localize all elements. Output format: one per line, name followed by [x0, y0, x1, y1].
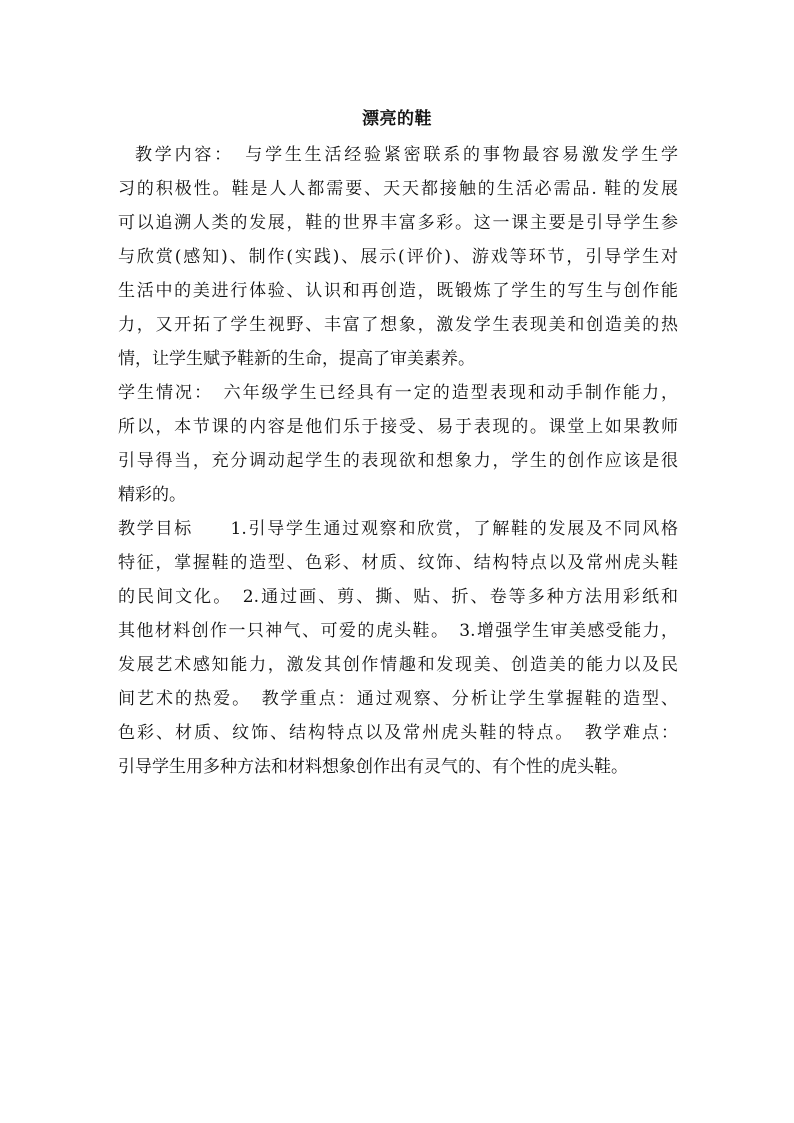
body-line: 情，让学生赋予鞋新的生命，提高了审美素养。 [118, 349, 475, 369]
document-body [118, 138, 678, 784]
body-line: 引导学生用多种方法和材料想象创作出有灵气的、有个性的虎头鞋。 [118, 757, 628, 777]
document-title: 漂亮的鞋 [362, 109, 432, 129]
body-line: 发展艺术感知能力，激发其创作情趣和发现美、创造美的能力以及民 [118, 655, 678, 675]
body-line: 教学目标 1.引导学生通过观察和欣赏，了解鞋的发展及不同风格 [118, 519, 678, 539]
body-line: 可以追溯人类的发展，鞋的世界丰富多彩。这一课主要是引导学生参 [118, 213, 678, 233]
body-line: 学生情况： 六年级学生已经具有一定的造型表现和动手制作能力， [118, 383, 678, 403]
body-line: 特征，掌握鞋的造型、色彩、材质、纹饰、结构特点以及常州虎头鞋 [118, 553, 678, 573]
body-line: 色彩、材质、纹饰、结构特点以及常州虎头鞋的特点。 教学难点： [118, 723, 678, 743]
body-line: 与欣赏(感知)、制作(实践)、展示(评价)、游戏等环节，引导学生对 [118, 247, 678, 267]
body-line: 生活中的美进行体验、认识和再创造，既锻炼了学生的写生与创作能 [118, 281, 678, 301]
body-line: 力，又开拓了学生视野、丰富了想象，激发学生表现美和创造美的热 [118, 315, 678, 335]
body-line: 引导得当，充分调动起学生的表现欲和想象力，学生的创作应该是很 [118, 451, 678, 471]
body-line: 所以，本节课的内容是他们乐于接受、易于表现的。课堂上如果教师 [118, 417, 678, 437]
body-line: 的民间文化。 2.通过画、剪、撕、贴、折、卷等多种方法用彩纸和 [118, 587, 678, 607]
body-line: 教学内容： 与学生生活经验紧密联系的事物最容易激发学生学 [135, 145, 678, 165]
body-line: 精彩的。 [118, 485, 186, 505]
body-line: 习的积极性。鞋是人人都需要、天天都接触的生活必需品. 鞋的发展 [118, 179, 678, 199]
body-line: 其他材料创作一只神气、可爱的虎头鞋。 3.增强学生审美感受能力， [118, 621, 678, 641]
body-line: 间艺术的热爱。 教学重点：通过观察、分析让学生掌握鞋的造型、 [118, 689, 678, 709]
